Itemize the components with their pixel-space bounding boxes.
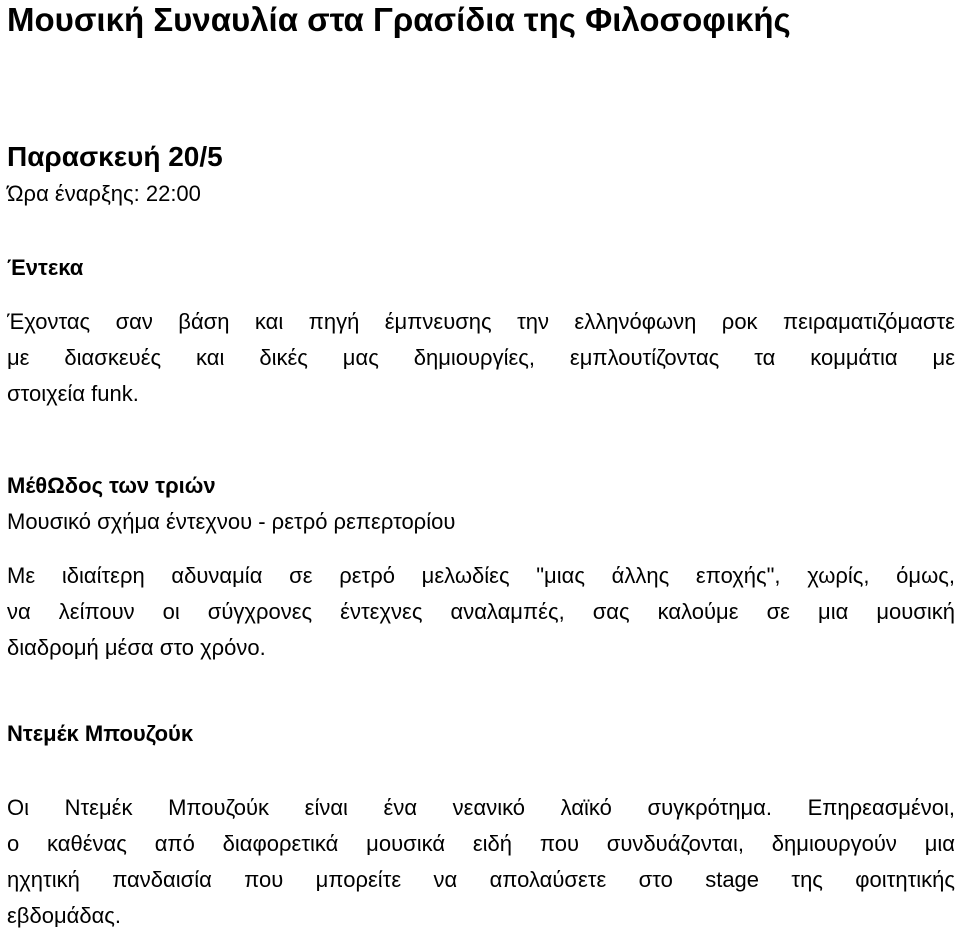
band-name-demek-bouzouk: Ντεμέκ Μπουζούκ xyxy=(7,721,194,746)
band-subtitle-methodos: Μουσικό σχήμα έντεχνου - ρετρό ρεπερτορίου xyxy=(7,509,456,534)
date-heading: Παρασκευή 20/5 xyxy=(7,141,223,172)
description-line: Οι Ντεμέκ Μπουζούκ είναι ένα νεανικό λαϊκό συγκρότημα. Επηρεασμένοι, xyxy=(7,795,955,820)
description-line: ηχητική πανδαισία που μπορείτε να απολαύσετε στο stage της φοιτητικής xyxy=(7,867,955,892)
band-name-methodos: ΜέθΩδος των τριών xyxy=(7,473,216,498)
description-line: Έχοντας σαν βάση και πηγή έμπνευσης την ελληνόφωνη ροκ πειραματιζόμαστε xyxy=(7,309,955,334)
band-description-demek-bouzouk xyxy=(7,790,955,934)
description-line: Με ιδιαίτερη αδυναμία σε ρετρό μελωδίες "μιας άλλης εποχής", χωρίς, όμως, xyxy=(7,563,955,588)
description-line: στοιχεία funk. xyxy=(7,381,139,406)
start-time: Ώρα έναρξης: 22:00 xyxy=(7,181,201,206)
band-description-methodos xyxy=(7,558,955,666)
description-line: διαδρομή μέσα στο χρόνο. xyxy=(7,635,266,660)
description-line: με διασκευές και δικές μας δημιουργίες, εμπλουτίζοντας τα κομμάτια με xyxy=(7,345,955,370)
description-line: να λείπουν οι σύγχρονες έντεχνες αναλαμπές, σας καλούμε σε μια μουσική xyxy=(7,599,955,624)
band-description-enteka xyxy=(7,304,955,412)
description-line: ο καθένας από διαφορετικά μουσικά ειδή που συνδυάζονται, δημιουργούν μια xyxy=(7,831,955,856)
band-name-enteka: Έντεκα xyxy=(7,255,84,280)
page-title: Μουσική Συναυλία στα Γρασίδια της Φιλοσοφικής xyxy=(7,1,791,38)
description-line: εβδομάδας. xyxy=(7,903,122,928)
